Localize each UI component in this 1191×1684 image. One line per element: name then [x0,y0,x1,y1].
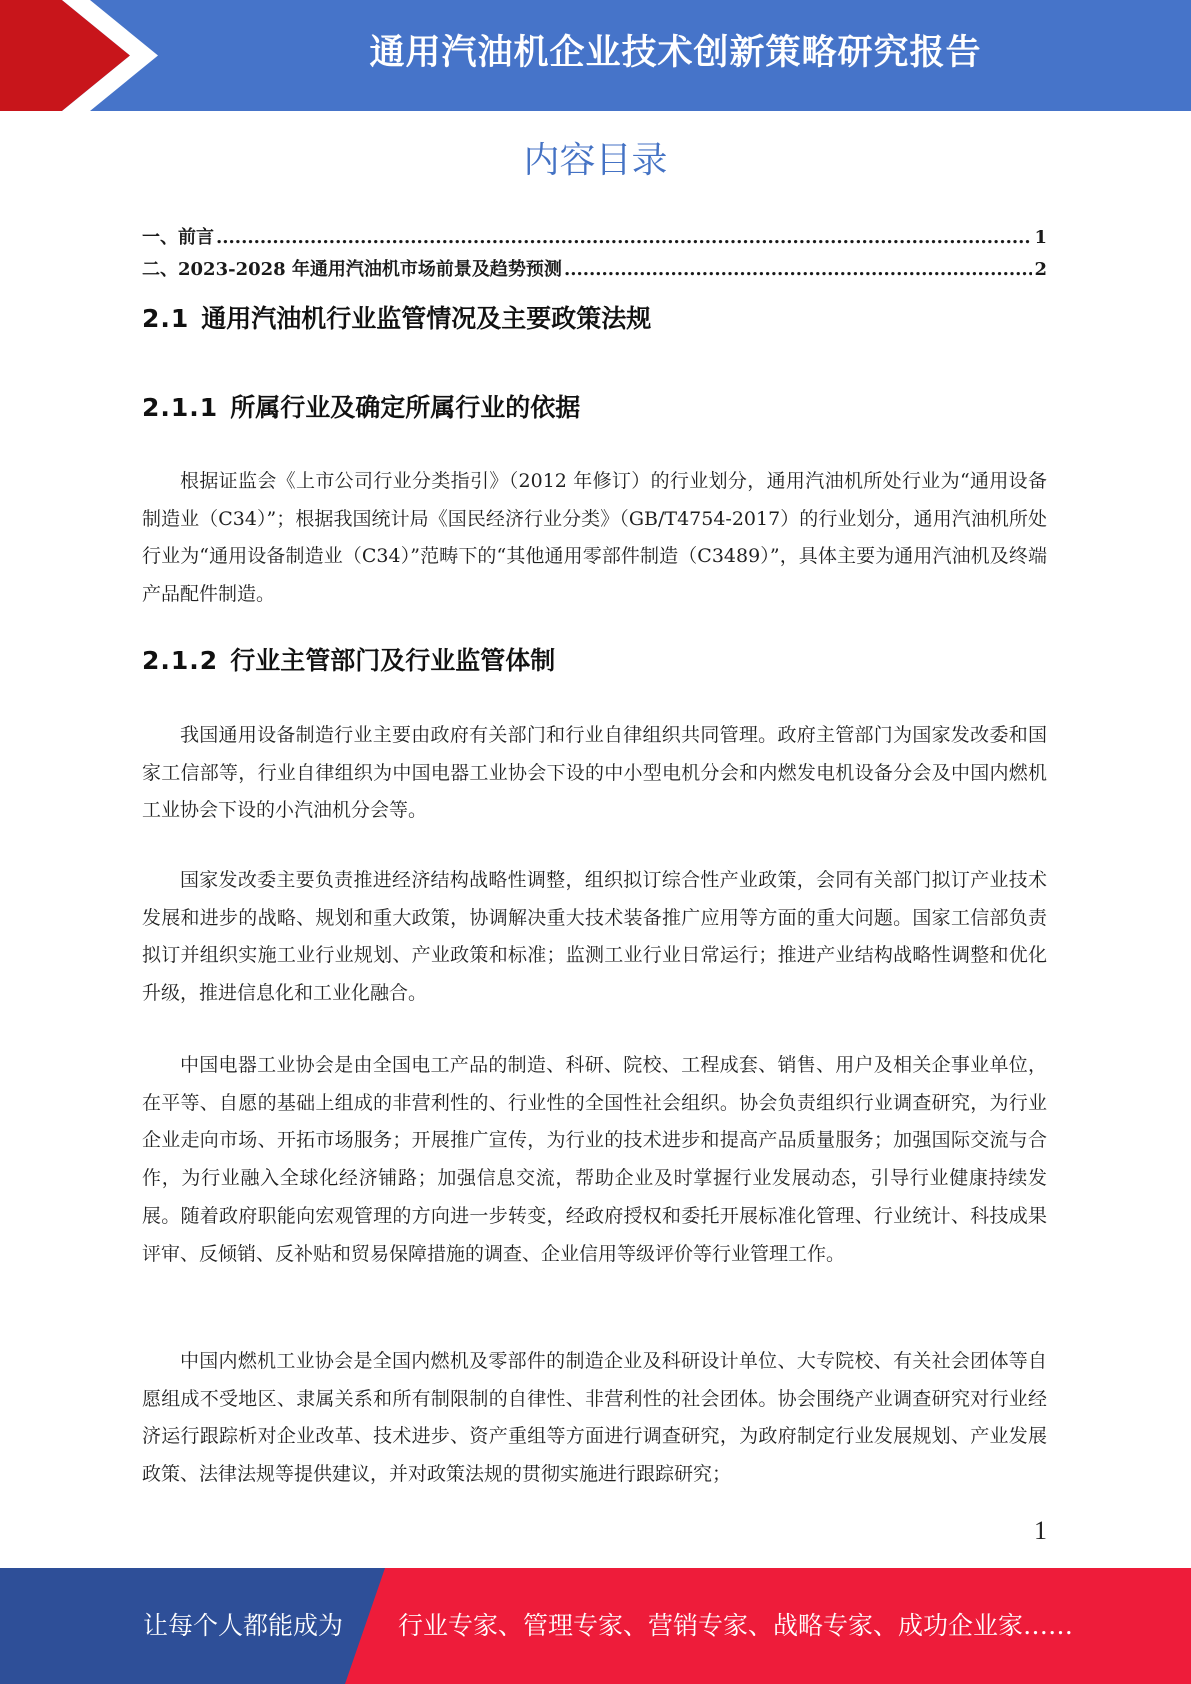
subsection-heading [142,390,580,426]
body-paragraph: 国家发改委主要负责推进经济结构战略性调整，组织拟订综合性产业政策，会同有关部门拟订产业技术发展和进步的战略、规划和重大政策，协调解决重大技术装备推广应用等方面的重大问题。国家工信部负责拟订并组织实施工业行业规划、产业政策和标准；监测工业行业日常运行；推进产业结构战略性调整和优化升级，推进信息化和工业化融合。 [142,869,1047,1005]
section-number: 2.1.1 [142,393,219,422]
header-arrow-decoration [0,0,160,111]
header-band [0,0,1191,111]
footer-band [0,1568,1191,1684]
footer-slogan-right: 行业专家、管理专家、营销专家、战略专家、成功企业家…… [398,1611,1074,1640]
body-paragraph: 中国内燃机工业协会是全国内燃机及零部件的制造企业及科研设计单位、大专院校、有关社会团体等自愿组成不受地区、隶属关系和所有制限制的自律性、非营利性的社会团体。协会围绕产业调查研究对行业经济运行跟踪析对企业改革、技术进步、资产重组等方面进行调查研究，为政府制定行业发展规划、产业发展政策、法律法规等提供建议，并对政策法规的贯彻实施进行跟踪研究； [142,1350,1047,1486]
table-of-contents [142,223,1047,287]
subsection-heading [142,643,555,679]
toc-leader-dots [216,227,1032,248]
toc-leader-dots [564,259,1033,280]
footer-slogan-left: 让每个人都能成为 [143,1611,344,1640]
body-paragraph: 中国电器工业协会是由全国电工产品的制造、科研、院校、工程成套、销售、用户及相关企事业单位，在平等、自愿的基础上组成的非营利性的、行业性的全国性社会组织。协会负责组织行业调查研究，为行业企业走向市场、开拓市场服务；开展推广宣传，为行业的技术进步和提高产品质量服务；加强国际交流与合作，为行业融入全球化经济铺路；加强信息交流，帮助企业及时掌握行业发展动态，引导行业健康持续发展。随着政府职能向宏观管理的方向进一步转变，经政府授权和委托开展标准化管理、行业统计、科技成果评审、反倾销、反补贴和贸易保障措施的调查、企业信用等级评价等行业管理工作。 [142,1054,1047,1265]
toc-entry-page: 2 [1034,259,1047,280]
section-title: 行业主管部门及行业监管体制 [230,646,556,675]
toc-entry[interactable] [142,223,1047,255]
section-number: 2.1.2 [142,646,219,675]
report-title: 通用汽油机企业技术创新策略研究报告 [369,33,982,73]
toc-entry-page: 1 [1034,227,1047,248]
body-paragraph: 根据证监会《上市公司行业分类指引》（2012 年修订）的行业划分，通用汽油机所处行业为“通用设备制造业（C34）”；根据我国统计局《国民经济行业分类》（GB/T4754-2017）的行业划分，通用汽油机所处行业为“通用设备制造业（C34）”范畴下的“其他通用零部件制造（C3489）”，具体主要为通用汽油机及终端产品配件制造。 [142,470,1047,606]
section-heading [142,301,651,337]
toc-entry-label: 二、2023-2028 年通用汽油机市场前景及趋势预测 [142,259,562,280]
toc-title: 内容目录 [523,140,668,181]
toc-entry[interactable] [142,255,1047,287]
page-number: 1 [1034,1516,1047,1545]
toc-entry-label: 一、前言 [142,227,214,248]
body-paragraph: 我国通用设备制造行业主要由政府有关部门和行业自律组织共同管理。政府主管部门为国家发改委和国家工信部等，行业自律组织为中国电器工业协会下设的中小型电机分会和内燃发电机设备分会及中国内燃机工业协会下设的小汽油机分会等。 [142,724,1047,822]
section-number: 2.1 [142,304,190,333]
section-title: 所属行业及确定所属行业的依据 [230,393,581,422]
section-title: 通用汽油机行业监管情况及主要政策法规 [201,304,652,333]
